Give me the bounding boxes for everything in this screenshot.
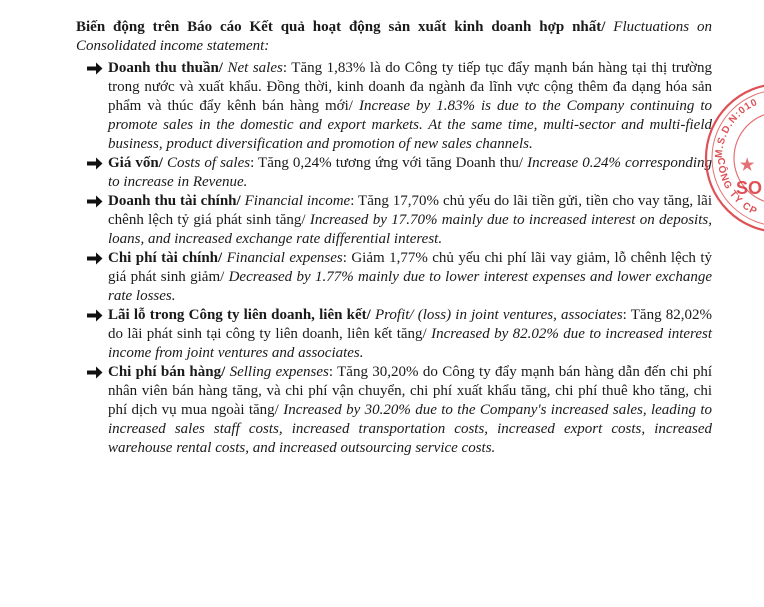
document-page: [76, 18, 712, 458]
arrow-bullet-icon: [86, 306, 104, 325]
arrow-bullet-icon: [86, 363, 104, 382]
item-text-vi: : Tăng 82,02% do lãi phát sinh tại công ty liên doanh, liên kết tăng/: [108, 307, 712, 342]
list-item: [76, 192, 712, 249]
item-text-en: Increase by 1.83% is due to the Company continuing to promote sales in the domestic and export markets. At the same time, multi-sector and multi-field business, product diversification and promotion of new sales channels.: [108, 98, 713, 152]
svg-text:★: ★: [740, 157, 755, 174]
item-label-en: Financial expenses: [222, 250, 343, 266]
item-label-en: Costs of sales: [162, 155, 251, 171]
seal-center-text: SO: [736, 178, 763, 198]
item-label-en: Financial income: [240, 193, 351, 209]
arrow-bullet-icon: [86, 59, 104, 78]
heading-vi: Biến động trên Báo cáo Kết quả hoạt động sản xuất kinh doanh hợp nhất/: [76, 19, 606, 35]
item-label: Doanh thu thuần/: [108, 60, 223, 76]
item-text-vi: : Tăng 0,24% tương ứng với tăng Doanh thu/: [250, 155, 524, 171]
company-seal-graphic: [700, 78, 764, 238]
item-label: Giá vốn/: [108, 155, 163, 171]
company-seal: [700, 78, 764, 238]
item-text-vi: : Tăng 17,70% chủ yếu do lãi tiền gửi, tiền cho vay tăng, lãi chênh lệch tỷ giá phát sinh tăng/: [108, 193, 713, 228]
arrow-bullet-icon: [86, 249, 104, 268]
list-item: [76, 306, 712, 363]
heading-en: Fluctuations on Consolidated income statement:: [76, 19, 713, 54]
arrow-bullet-icon: [86, 192, 104, 211]
item-text-vi: : Giảm 1,77% chủ yếu chi phí lãi vay giảm, lỗ chênh lệch tỷ giá phát sinh giảm/: [108, 250, 712, 285]
item-label: Chi phí tài chính/: [108, 250, 223, 266]
seal-top-text: M.S.D.N:010: [713, 96, 760, 159]
item-label-en: Profit/ (loss) in joint ventures, associates: [370, 307, 623, 323]
item-label-en: Selling expenses: [225, 364, 329, 380]
fluctuation-list: [76, 59, 712, 458]
item-label: Doanh thu tài chính/: [108, 193, 241, 209]
item-text-en: Decreased by 1.77% mainly due to lower interest expenses and lower exchange rate losses.: [108, 269, 712, 304]
seal-bottom-text: CÔNG TY CP: [714, 157, 760, 218]
list-item: [76, 59, 712, 154]
item-label: Chi phí bán hàng/: [108, 364, 226, 380]
item-label-en: Net sales: [222, 60, 283, 76]
arrow-bullet-icon: [86, 154, 104, 173]
list-item: [76, 363, 712, 458]
list-item: [76, 249, 712, 306]
item-label: Lãi lỗ trong Công ty liên doanh, liên kết/: [108, 307, 371, 323]
item-text-vi: : Tăng 30,20% do Công ty đẩy mạnh bán hàng dẫn đến chi phí nhân viên bán hàng tăng, và chi phí vận chuyển, chi phí xuất khẩu tăng, chi phí thuê kho tăng, chi phí dịch vụ mua ngoài tăng/: [108, 364, 712, 418]
item-text-en: Increase 0.24% corresponding to increase in Revenue.: [108, 155, 712, 190]
list-item: [76, 154, 712, 192]
item-text-en: Increased by 30.20% due to the Company's increased sales, leading to increased sales staff costs, increased transportation costs, increased export costs, increased warehouse rental costs, and increased outsourcing service costs.: [108, 402, 712, 456]
item-text-en: Increased by 82.02% due to increased interest income from joint ventures and associates.: [108, 326, 712, 361]
item-text-en: Increased by 17.70% mainly due to increased interest on deposits, loans, and increased exchange rate differential interest.: [108, 212, 712, 247]
section-heading: [76, 18, 712, 56]
item-text-vi: : Tăng 1,83% là do Công ty tiếp tục đẩy mạnh bán hàng tại thị trường trong nước và xuất khẩu. Đồng thời, kinh doanh đa ngành đa lĩnh vực cộng thêm đa dạng hóa sản phẩm và thúc đẩy kênh bán hàng mới/: [108, 60, 712, 114]
